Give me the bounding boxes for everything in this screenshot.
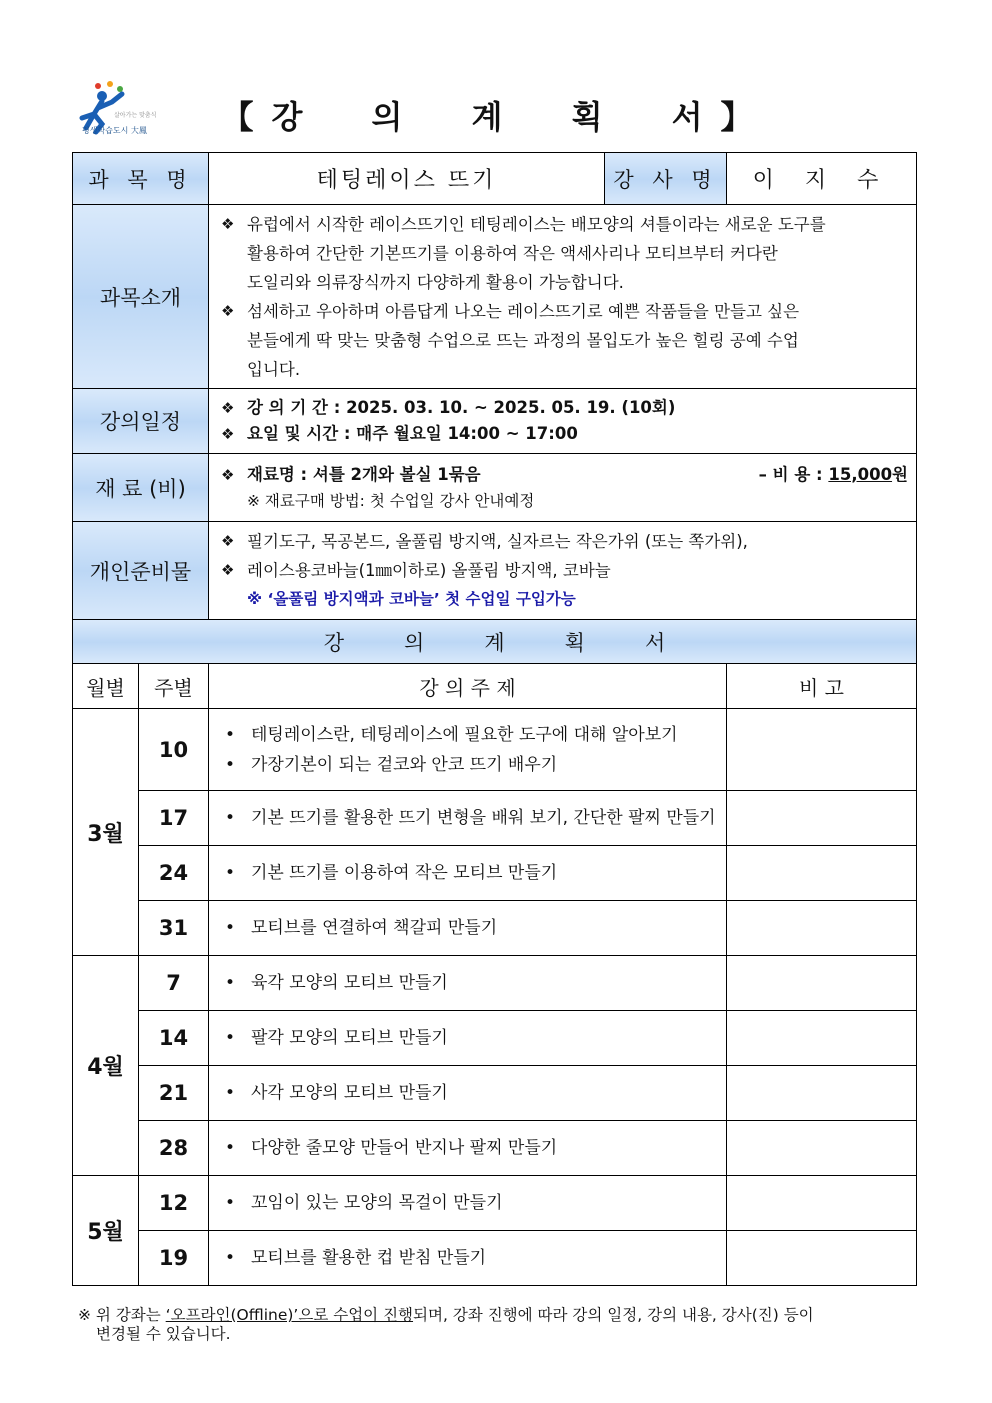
bullet-dot-icon: • [225, 863, 236, 883]
plan-rows [73, 709, 917, 1286]
diamond-bullet-icon: ❖ [221, 561, 235, 579]
diamond-bullet-icon: ❖ [221, 532, 235, 550]
table-row [73, 1231, 917, 1286]
bullet-dot-icon: • [225, 808, 236, 828]
week-cell: 19 [139, 1231, 209, 1286]
intro-content: ❖ 유럽에서 시작한 레이스뜨기인 테팅레이스는 배모양의 셔틀이라는 새로운 도구를 활용하여 간단한 기본뜨기를 이용하여 작은 액세사리나 모티브부터 커다란 도일리와 의류장식까지 다양하게 활용이 가능합니다. ❖ 섬세하고 우아하며 아름답게 나오는 레이스뜨기로 예쁜 작품들을 만들고 싶은 분들에게 딱 맞는 맞춤형 수업으로 뜨는 과정의 몰입도가 높은 힐링 공예 수업 입니다. [209, 205, 917, 389]
bullet-dot-icon: • [225, 724, 236, 745]
plan-section-title: 강 의 계 획 서 [73, 620, 917, 664]
note-cell [727, 1011, 917, 1066]
diamond-bullet-icon: ❖ [221, 425, 235, 443]
topic-item: • 기본 뜨기를 활용한 뜨기 변형을 배워 보기, 간단한 팔찌 만들기 [223, 803, 726, 833]
bullet-dot-icon: • [225, 1193, 236, 1213]
prep-content: ❖ 필기도구, 목공본드, 올풀림 방지액, 실자르는 작은가위 (또는 쪽가위), ❖ 레이스용코바늘(1㎜이하로) 올풀림 방지액, 코바늘 ※ ‘올풀림 방지액과 코바늘’ 첫 수업일 구입가능 [209, 522, 917, 620]
week-cell: 10 [139, 709, 209, 791]
intro-item: ❖ 유럽에서 시작한 레이스뜨기인 테팅레이스는 배모양의 셔틀이라는 새로운 도구를 [219, 210, 908, 239]
material-note: ※ 재료구매 방법: 첫 수업일 강사 안내예정 [247, 491, 535, 510]
topic-cell [209, 901, 727, 956]
topic-cell [209, 1121, 727, 1176]
bullet-dot-icon: • [225, 1083, 236, 1103]
col-month: 월별 [73, 664, 139, 709]
bullet-dot-icon: • [225, 754, 236, 775]
subject-value: 테팅레이스 뜨기 [209, 153, 605, 205]
topic-item: • 모티브를 연결하여 책갈피 만들기 [223, 913, 726, 943]
diamond-bullet-icon: ❖ [221, 399, 235, 417]
material-label: 재 료 (비) [73, 454, 209, 522]
document-title: 【강 의 계 획 서】 [221, 98, 771, 136]
material-content: ❖ 재료명 : 셔틀 2개와 볼실 1묶음 – 비 용 : 15,000원 ※ 재료구매 방법: 첫 수업일 강사 안내예정 [209, 454, 917, 522]
intro-item: ❖ 섬세하고 우아하며 아름답게 나오는 레이스뜨기로 예쁜 작품들을 만들고 싶은 [219, 297, 908, 326]
table-row [73, 709, 917, 791]
note-cell [727, 1231, 917, 1286]
topic-cell [209, 709, 727, 791]
table-row [73, 956, 917, 1011]
week-cell: 17 [139, 791, 209, 846]
topic-item: • 가장기본이 되는 겉코와 안코 뜨기 배우기 [223, 750, 726, 780]
week-cell: 24 [139, 846, 209, 901]
table-row [73, 901, 917, 956]
table-row [73, 1121, 917, 1176]
table-row [73, 1176, 917, 1231]
topic-item: • 육각 모양의 모티브 만들기 [223, 968, 726, 998]
topic-item: • 다양한 줄모양 만들어 반지나 팔찌 만들기 [223, 1133, 726, 1163]
table-row [73, 846, 917, 901]
instructor-value: 이 지 수 [727, 153, 917, 205]
prep-note: ※ ‘올풀림 방지액과 코바늘’ 첫 수업일 구입가능 [247, 590, 576, 608]
bullet-dot-icon: • [225, 1028, 236, 1048]
topic-item: • 사각 모양의 모티브 만들기 [223, 1078, 726, 1108]
intro-label: 과목소개 [73, 205, 209, 389]
topic-cell [209, 1231, 727, 1286]
month-cell: 5월 [73, 1176, 139, 1286]
prep-label: 개인준비물 [73, 522, 209, 620]
diamond-bullet-icon: ❖ [221, 214, 235, 233]
lecture-plan-table [72, 152, 917, 1286]
subject-label: 과 목 명 [73, 153, 209, 205]
note-cell [727, 791, 917, 846]
topic-item: • 팔각 모양의 모티브 만들기 [223, 1023, 726, 1053]
topic-cell [209, 1011, 727, 1066]
material-cost: 15,000 [828, 464, 893, 484]
note-cell [727, 846, 917, 901]
col-note: 비 고 [727, 664, 917, 709]
logo-name: 평생학습도시 大鳳 [82, 126, 147, 135]
topic-item: • 테팅레이스란, 테팅레이스에 필요한 도구에 대해 알아보기 [223, 720, 726, 750]
topic-cell [209, 1066, 727, 1121]
week-cell: 7 [139, 956, 209, 1011]
topic-item: • 기본 뜨기를 이용하여 작은 모티브 만들기 [223, 858, 726, 888]
note-cell [727, 709, 917, 791]
bullet-dot-icon: • [225, 973, 236, 993]
schedule-content: ❖ 강 의 기 간 : 2025. 03. 10. ~ 2025. 05. 19. (10회) ❖ 요일 및 시간 : 매주 월요일 14:00 ~ 17:00 [209, 389, 917, 454]
week-cell: 12 [139, 1176, 209, 1231]
col-topic: 강 의 주 제 [209, 664, 727, 709]
week-cell: 28 [139, 1121, 209, 1176]
topic-cell [209, 791, 727, 846]
topic-item: • 꼬임이 있는 모양의 목걸이 만들기 [223, 1188, 726, 1218]
bullet-dot-icon: • [225, 918, 236, 938]
footer-note: ※ 위 강좌는 ‘오프라인(Offline)’으로 수업이 진행되며, 강좌 진행에 따라 강의 일정, 강의 내용, 강사(진) 등이 변경될 수 있습니다. [78, 1306, 814, 1343]
note-cell [727, 956, 917, 1011]
note-cell [727, 1176, 917, 1231]
diamond-bullet-icon: ❖ [221, 301, 235, 320]
table-row [73, 1066, 917, 1121]
month-cell: 3월 [73, 709, 139, 956]
topic-cell [209, 846, 727, 901]
table-row [73, 791, 917, 846]
month-cell: 4월 [73, 956, 139, 1176]
instructor-label: 강 사 명 [605, 153, 727, 205]
note-cell [727, 1121, 917, 1176]
topic-cell [209, 956, 727, 1011]
diamond-bullet-icon: ❖ [221, 465, 235, 484]
bullet-dot-icon: • [225, 1248, 236, 1268]
note-cell [727, 1066, 917, 1121]
week-cell: 14 [139, 1011, 209, 1066]
topic-item: • 모티브를 활용한 컵 받침 만들기 [223, 1243, 726, 1273]
col-week: 주별 [139, 664, 209, 709]
topic-cell [209, 1176, 727, 1231]
logo-tagline: 살아가는 맞춤식 [114, 112, 157, 119]
week-cell: 31 [139, 901, 209, 956]
note-cell [727, 901, 917, 956]
schedule-label: 강의일정 [73, 389, 209, 454]
week-cell: 21 [139, 1066, 209, 1121]
bullet-dot-icon: • [225, 1138, 236, 1158]
table-row [73, 1011, 917, 1066]
